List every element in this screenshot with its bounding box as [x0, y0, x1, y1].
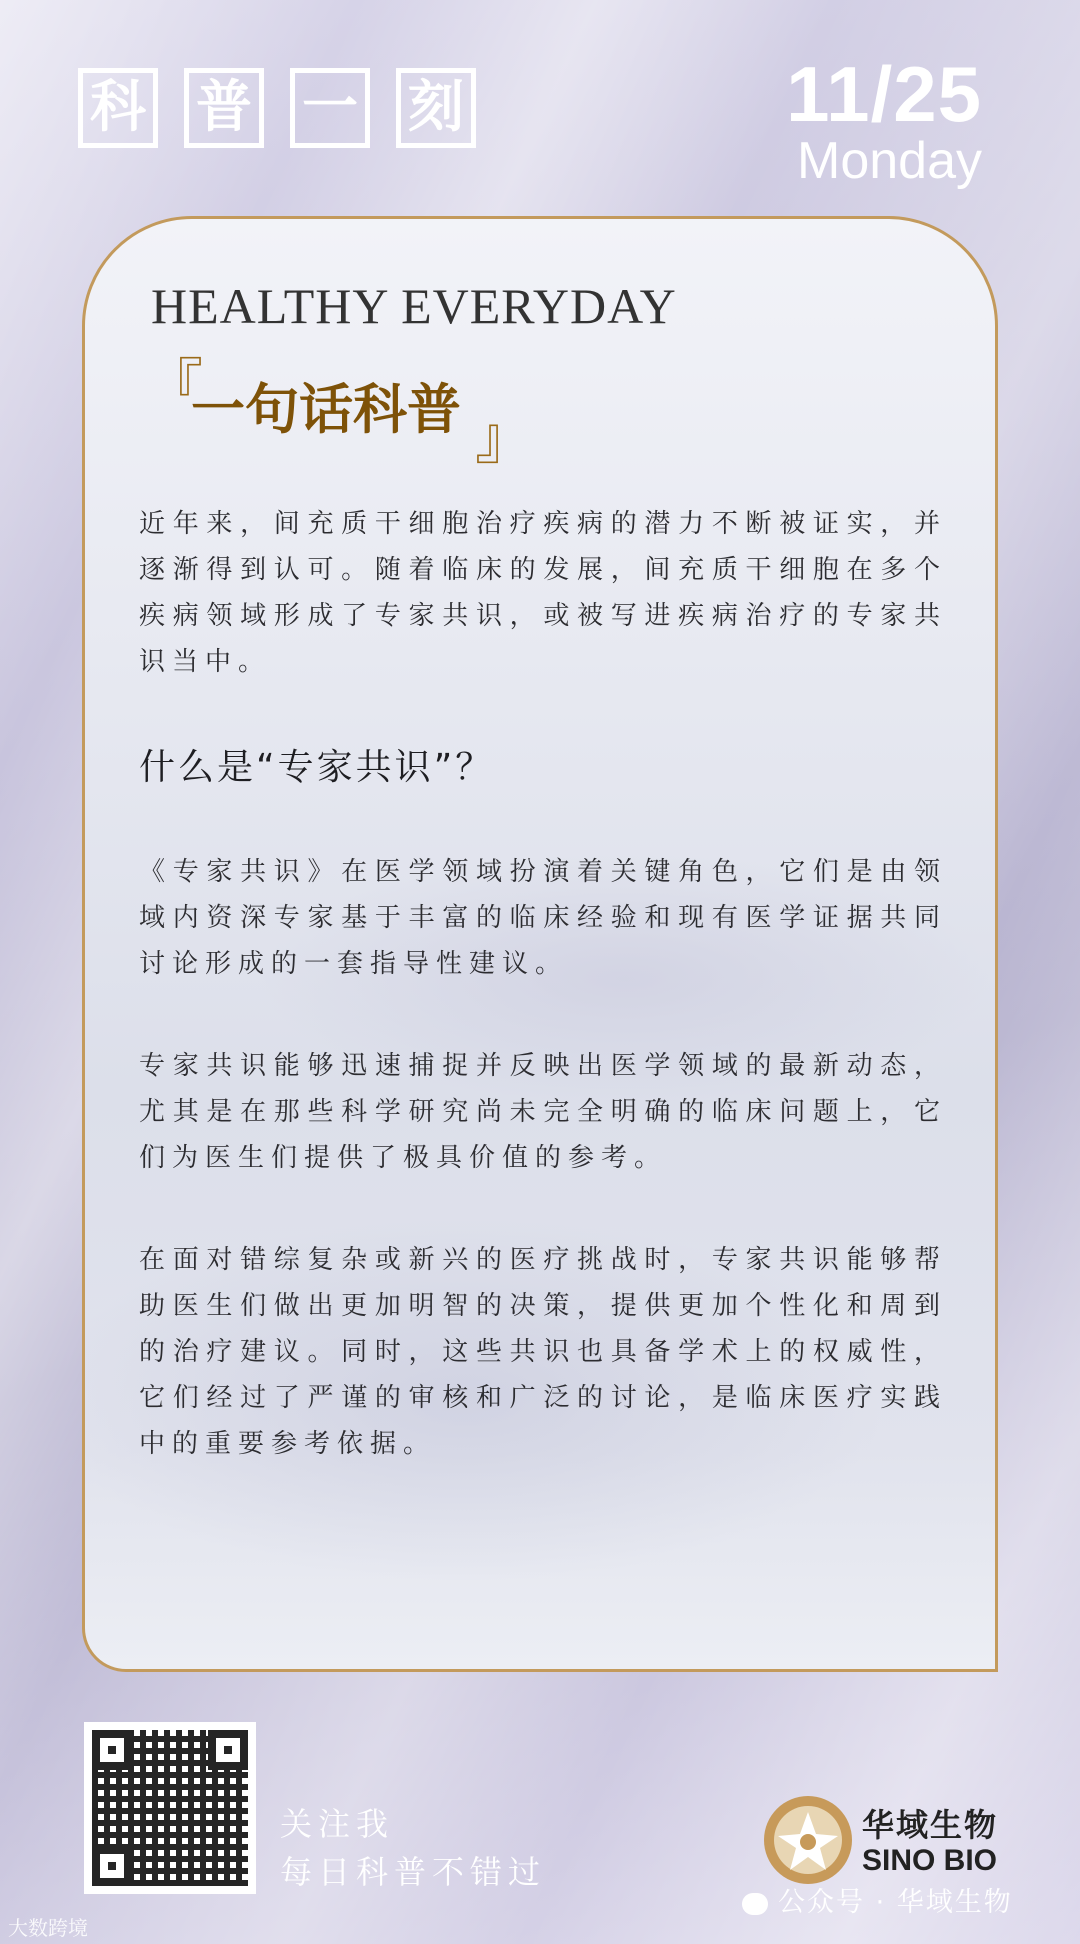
title-char-box: 普: [184, 68, 264, 148]
title-boxes: [78, 68, 476, 148]
title-char-box: 一: [290, 68, 370, 148]
qr-finder: [92, 1846, 132, 1886]
brand-name-en: SINO BIO: [862, 1844, 998, 1877]
paragraph-intro: 近年来，间充质干细胞治疗疾病的潜力不断被证实，并逐渐得到认可。随着临床的发展，间充质干细胞在多个疾病领域形成了专家共识，或被写进疾病治疗的专家共识当中。: [139, 509, 947, 677]
watermark: 大数跨境: [8, 1916, 88, 1940]
brand-name-cn: 华域生物: [862, 1806, 999, 1844]
sino-bio-logo-icon: [760, 1792, 856, 1888]
wechat-label: 公众号 · 华域生物: [778, 1887, 1013, 1918]
follow-line-2: 每日科普不错过: [280, 1853, 547, 1891]
date-weekday: Monday: [797, 132, 982, 190]
date-block: [786, 52, 982, 188]
wechat-icon: [742, 1893, 768, 1915]
qr-pattern: [92, 1730, 248, 1886]
follow-callout: [280, 1800, 546, 1896]
qr-finder: [92, 1730, 132, 1770]
content-card: [82, 216, 998, 1672]
date-number: 11/25: [786, 50, 982, 138]
paragraph-dynamics: 专家共识能够迅速捕捉并反映出医学领域的最新动态，尤其是在那些科学研究尚未完全明确的临床问题上，它们为医生们提供了极具价值的参考。: [139, 1051, 947, 1173]
wechat-account[interactable]: [742, 1880, 1013, 1919]
headline-title: 一句话科普: [191, 378, 461, 441]
qr-finder: [208, 1730, 248, 1770]
eyebrow-heading: HEALTHY EVERYDAY: [151, 278, 677, 334]
question-heading: 什么是“专家共识”？: [139, 747, 495, 788]
paragraph-definition: 《专家共识》在医学领域扮演着关键角色，它们是由领域内资深专家基于丰富的临床经验和现有医学证据共同讨论形成的一套指导性建议。: [139, 857, 947, 979]
bracket-right: 』: [475, 404, 534, 472]
bracket-left: 『: [145, 352, 204, 420]
follow-line-1: 关注我: [280, 1805, 395, 1843]
paragraph-value: 在面对错综复杂或新兴的医疗挑战时，专家共识能够帮助医生们做出更加明智的决策，提供更加个性化和周到的治疗建议。同时，这些共识也具备学术上的权威性，它们经过了严谨的审核和广泛的讨论，是临床医疗实践中的重要参考依据。: [139, 1245, 947, 1459]
brand-block: [862, 1800, 998, 1878]
title-char-box: 科: [78, 68, 158, 148]
qr-code[interactable]: [84, 1722, 256, 1894]
title-char-box: 刻: [396, 68, 476, 148]
